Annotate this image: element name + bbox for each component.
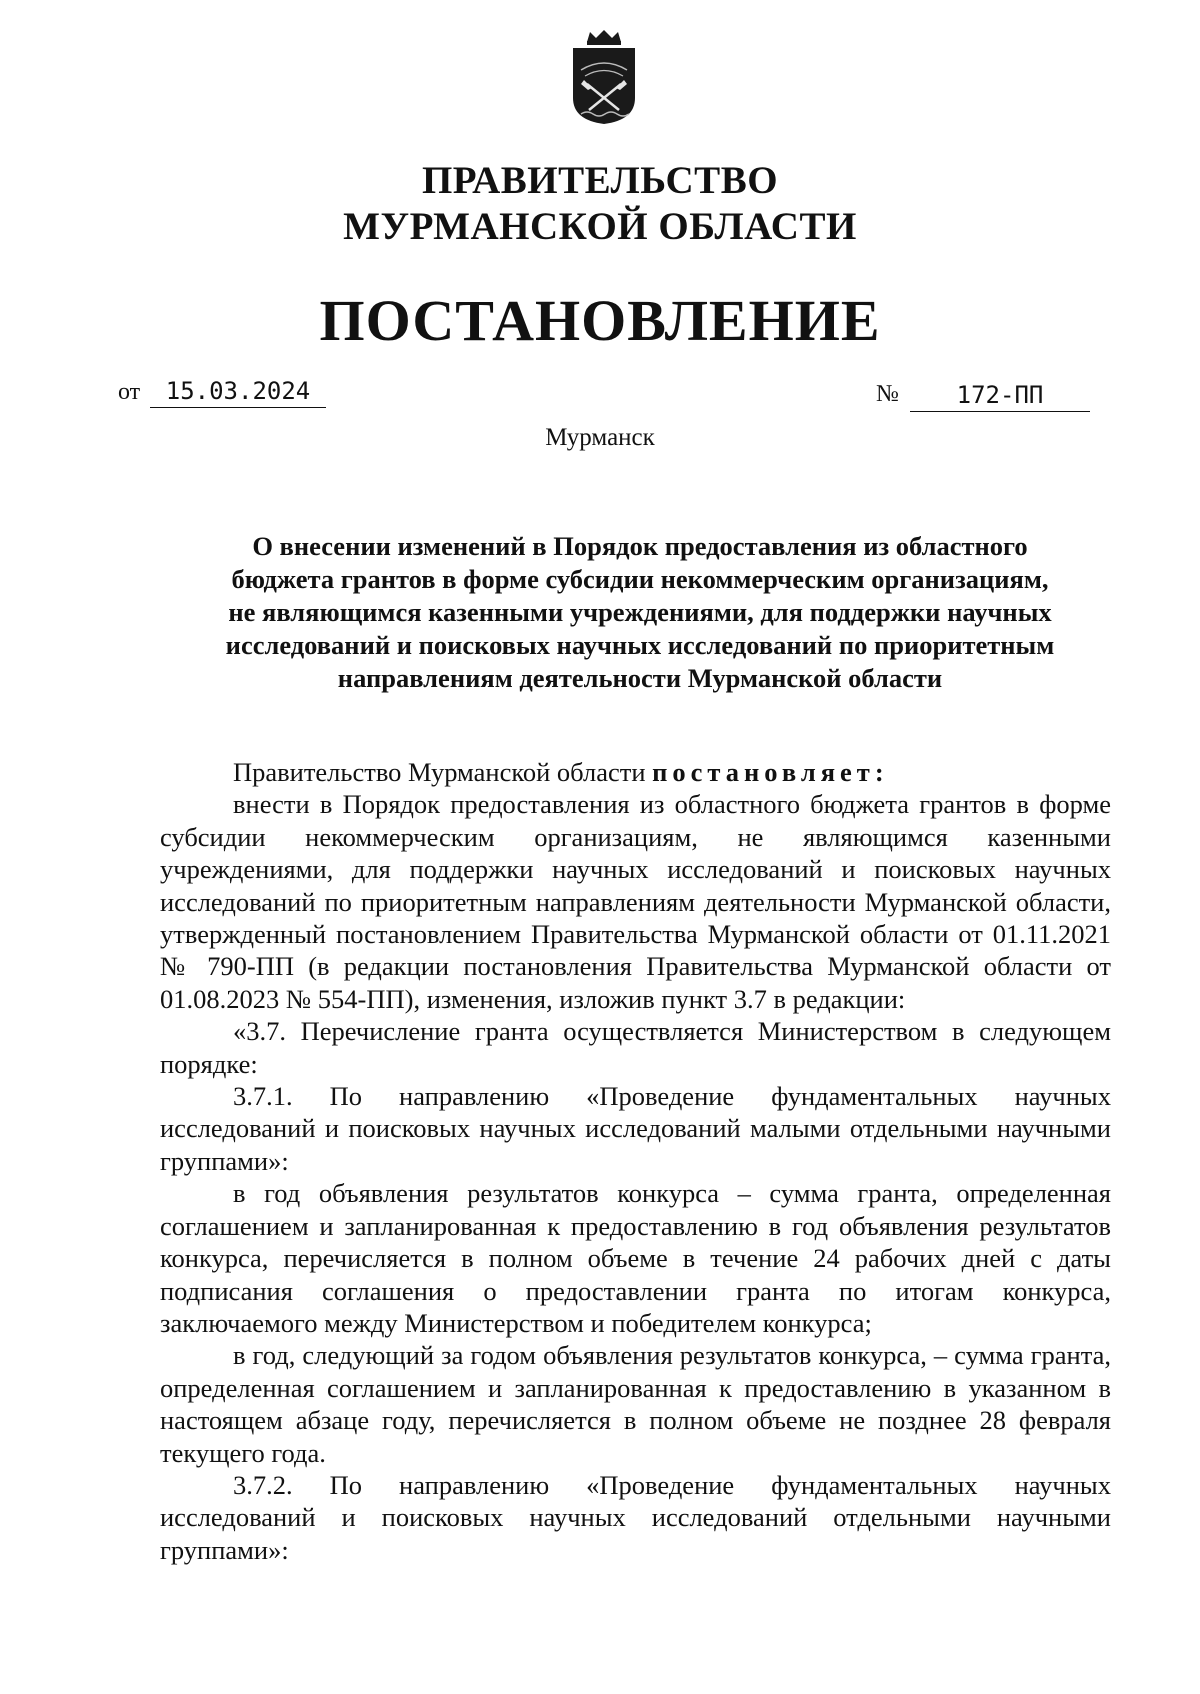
body-paragraph: в год, следующий за годом объявления результатов конкурса, – сумма гранта, определенная соглашением и запланированная к предоставлению в указанном в настоящем абзаце году, перечисляется в полном объеме не позднее 28 февраля текущего года.: [160, 1340, 1111, 1468]
date-prefix: от: [118, 379, 141, 405]
preamble: [160, 756, 1111, 788]
org-title-line1: ПРАВИТЕЛЬСТВО: [421, 159, 779, 202]
org-title-line2: МУРМАНСКОЙ ОБЛАСТИ: [343, 205, 857, 248]
body-paragraph: 3.7.1. По направлению «Проведение фундаментальных научных исследований и поисковых научных исследований малыми отдельными научными группами»:: [160, 1081, 1111, 1176]
body-paragraph: внести в Порядок предоставления из областного бюджета грантов в форме субсидии некоммерческим организациям, не являющимся казенными учреждениями, для поддержки научных исследований и поисковых научных исследований по приоритетным направлениям деятельности Мурманской области, утвержденный постановлением Правительства Мурманской области от 01.11.2021 № 790-ПП (в редакции постановления Правительства Мурманской области от 01.08.2023 № 554-ПП), изменения, изложив пункт 3.7 в редакции:: [160, 789, 1111, 1014]
preamble-text: Правительство Мурманской области: [233, 757, 653, 787]
preamble-verb: постановляет:: [652, 757, 889, 787]
subject-line: бюджета грантов в форме субсидии некоммерческим организациям,: [231, 564, 1049, 594]
body-paragraph: в год объявления результатов конкурса – сумма гранта, определенная соглашением и запланированная к предоставлению в год объявления результатов конкурса, перечисляется в полном объеме в течение 24 рабочих дней с даты подписания соглашения о предоставлении гранта по итогам конкурса, заключаемого между Министерством и победителем конкурса;: [160, 1178, 1111, 1338]
number-prefix: №: [876, 381, 899, 407]
body-paragraph: «3.7. Перечисление гранта осуществляется Министерством в следующем порядке:: [160, 1016, 1111, 1079]
document-body: [160, 756, 1111, 1566]
body-paragraph: 3.7.2. По направлению «Проведение фундаментальных научных исследований и поисковых научных исследований отдельными научными группами»:: [160, 1469, 1111, 1565]
subject-line: не являющимся казенными учреждениями, для поддержки научных: [228, 597, 1052, 627]
document-number: 172-ПП: [910, 381, 1090, 412]
subject-line: направлениям деятельности Мурманской области: [337, 663, 943, 693]
subject-line: исследований и поисковых научных исследований по приоритетным: [225, 630, 1055, 660]
document-type-title: ПОСТАНОВЛЕНИЕ: [319, 288, 881, 353]
document-meta-row: [0, 377, 1200, 417]
document-subject: [180, 530, 1100, 695]
coat-of-arms-icon: [563, 28, 645, 126]
subject-line: О внесении изменений в Порядок предоставления из областного: [252, 531, 1028, 561]
document-date: 15.03.2024: [150, 377, 326, 408]
city-name: Мурманск: [545, 424, 655, 451]
